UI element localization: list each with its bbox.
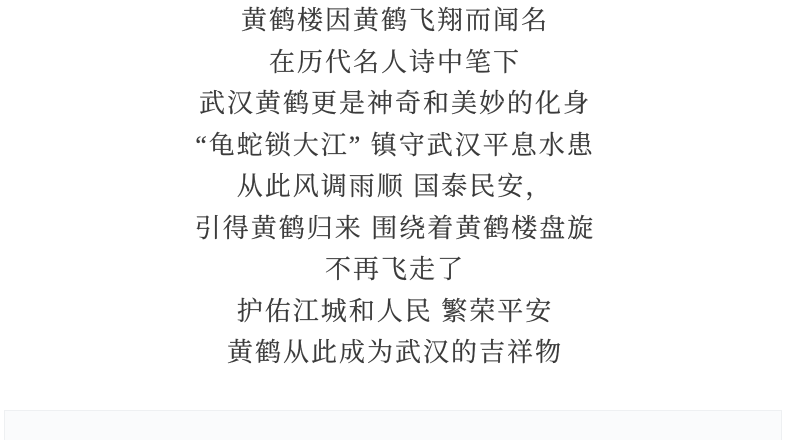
next-page-preview-edge <box>4 410 782 440</box>
poem-line: 护佑江城和人民 繁荣平安 <box>236 296 554 326</box>
poem-line: 引得黄鹤归来 围绕着黄鹤楼盘旋 <box>194 213 596 243</box>
poem-line: 武汉黄鹤更是神奇和美妙的化身 <box>198 89 591 118</box>
poem-line: 从此风调雨顺 国泰民安， <box>236 172 554 201</box>
poem-line: 不再飞走了 <box>324 255 465 284</box>
poem-line: 黄鹤楼因黄鹤飞翔而闻名 <box>240 6 549 35</box>
poem-line: “龟蛇锁大江” 镇守武汉平息水患 <box>195 130 595 160</box>
poem-line: 黄鹤从此成为武汉的吉祥物 <box>226 338 563 367</box>
poem-line: 在历代名人诗中笔下 <box>268 47 521 77</box>
